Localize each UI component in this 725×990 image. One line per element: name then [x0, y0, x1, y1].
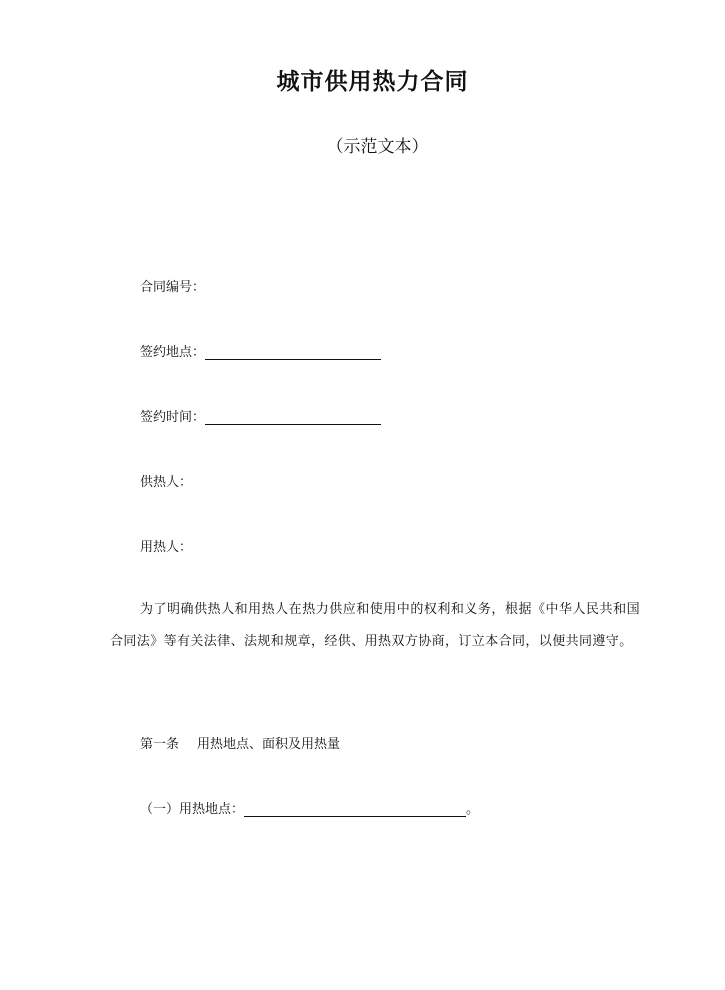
sign-time-label: 签约时间：	[140, 410, 206, 425]
sign-place-blank	[205, 345, 381, 360]
preamble-paragraph: 为了明确供热人和用热人在热力供应和使用中的权利和义务，根据《中华人民共和国合同法》等有关法律、法规和规章，经供、用热双方协商，订立本合同，以便共同遵守。	[110, 602, 640, 649]
item-1-blank	[244, 802, 466, 817]
item-1-line	[140, 798, 479, 817]
user-label: 用热人：	[140, 540, 193, 555]
sign-time-blank	[205, 410, 381, 425]
item-1-label: （一）用热地点：	[140, 802, 245, 817]
article-1-number: 第一条	[140, 737, 180, 752]
user-line	[140, 536, 192, 555]
sign-place-line	[140, 341, 381, 360]
article-1-heading	[140, 733, 340, 752]
document-title: 城市供用热力合同	[276, 69, 469, 95]
document-subtitle: （示范文本）	[326, 137, 429, 157]
item-1-suffix: 。	[466, 802, 480, 817]
sign-time-line	[140, 406, 381, 425]
supplier-label: 供热人：	[140, 475, 193, 490]
supplier-line	[140, 471, 192, 490]
contract-number-label: 合同编号：	[140, 280, 206, 295]
sign-place-label: 签约地点：	[140, 345, 206, 360]
article-1-title: 用热地点、面积及用热量	[197, 737, 341, 752]
contract-number-line	[140, 276, 205, 295]
